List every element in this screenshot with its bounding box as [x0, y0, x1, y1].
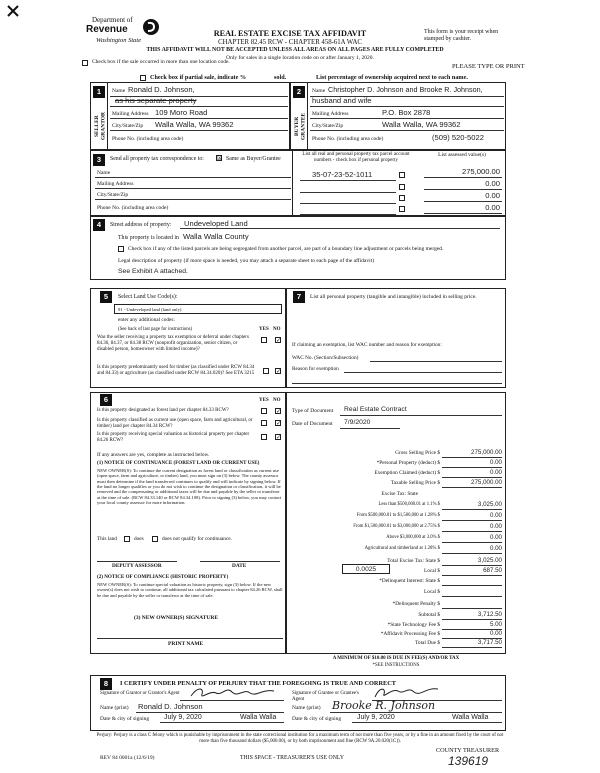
send-correspondence-label: Send all property tax correspondence to:: [110, 156, 204, 162]
section-1-number: 1: [93, 86, 105, 98]
sig-grantee-label: Signature of Grantee or Grantee's Agent: [292, 691, 359, 702]
does-checkbox[interactable]: [124, 536, 130, 542]
if-yes-label: If any answers are yes, complete as instructed below.: [97, 452, 210, 458]
more-locations-label: Check box if the sale occurred in more than one location code.: [92, 59, 230, 65]
treasurer-space: THIS SPACE - TREASURER'S USE ONLY: [240, 755, 345, 761]
form-title: REAL ESTATE EXCISE TAX AFFIDAVIT: [213, 29, 367, 38]
legal-desc-label: Legal description of property (if more space is needed, you may attach a separate sheet to each page of the affidavit): [118, 258, 374, 264]
tax-row-value[interactable]: 0.00: [489, 534, 502, 541]
corner-mark-icon: [6, 4, 20, 18]
seller-city-label: City/State/Zip: [112, 123, 144, 129]
tax-row-label: From $500,000.01 to $1,500,000 at 1.28% $: [356, 513, 440, 518]
notice2-title: (2) NOTICE OF COMPLIANCE (HISTORIC PROPERTY): [97, 574, 229, 580]
assessed-value[interactable]: 0.00: [485, 191, 500, 200]
same-as-buyer-checkbox[interactable]: ☒: [217, 155, 223, 162]
s5-yes-header: YES: [259, 327, 269, 332]
s5-q2-no[interactable]: ✓: [276, 368, 282, 375]
s5-no-header: NO: [273, 327, 281, 332]
segregated-label: Check box if any of the listed parcels are being segregated from another parcel, are part of a boundary line adjustment or parcels being merged.: [128, 246, 444, 252]
county-treasurer: COUNTY TREASURER: [436, 747, 500, 754]
s5-question-2: Is this property predominantly used for timber (as classified under RCW 84.34 and 84.33) or agriculture (as classified under RCW 84.34.020)? See ETA 3215: [97, 365, 255, 376]
land-use-select[interactable]: [114, 304, 282, 314]
tax-row-value[interactable]: 0.00: [489, 469, 502, 476]
print-name-label: PRINT NAME: [168, 641, 204, 647]
additional-codes-label: enter any additional codes:: [118, 317, 175, 323]
s6-no-header: NO: [273, 398, 281, 403]
notice1-title: (1) NOTICE OF CONTINUANCE (FOREST LAND OR CURRENT USE): [97, 460, 260, 466]
s6-q3-yes[interactable]: [261, 434, 267, 440]
wac-label: WAC No. (Section/Subsection): [292, 355, 359, 361]
buyer-name[interactable]: Christopher D. Johnson and Brooke R. Johnson,: [328, 85, 483, 94]
buyer-name-label: Name: [312, 88, 326, 94]
tax-row-value[interactable]: 0.00: [489, 512, 502, 519]
buyer-phone-label: Phone No. (including area code): [312, 136, 384, 142]
tax-row-value[interactable]: 3,025.00: [477, 557, 502, 564]
tax-row-label: *Delinquent Interest: State $: [379, 578, 440, 584]
notice2-body: NEW OWNER(S): To continue special valuation as historic property, sign (3) below. If the new owner(s) does not wish to continue, all additional tax calculated pursuant to chapter 84.26 RCW, shall be due and payable by the seller or transferor at the time of sale.: [97, 582, 283, 598]
dor-emblem-icon: [142, 18, 160, 36]
section-4-number: 4: [93, 219, 105, 231]
grantor-name-print[interactable]: Ronald D. Johnson: [138, 702, 203, 711]
does-not-label: does not qualify for continuance.: [162, 536, 232, 542]
tax-row-label: Exemption Claimed (deduct) $: [374, 470, 440, 476]
tax-row-value[interactable]: 5.00: [489, 621, 502, 628]
assessed-value[interactable]: 275,000.00: [461, 167, 500, 176]
assessed-value[interactable]: 0.00: [485, 179, 500, 188]
tax-row-value[interactable]: 275,000.00: [471, 479, 502, 486]
local-rate-input[interactable]: [342, 564, 390, 574]
more-locations-checkbox[interactable]: [82, 60, 88, 66]
grantor-date[interactable]: July 9, 2020: [164, 714, 202, 721]
sig-grantor-label: Signature of Grantor or Grantor's Agent: [100, 691, 180, 696]
seller-name-struck[interactable]: as his separate property: [115, 96, 197, 105]
s6-q2-yes[interactable]: [261, 420, 267, 426]
tax-row-label: Local $: [423, 589, 440, 595]
parcel-number[interactable]: 35-07-23-52-1011: [312, 170, 373, 179]
located-county[interactable]: Walla Walla County: [183, 232, 249, 241]
buyer-mailing[interactable]: P.O. Box 2878: [382, 108, 431, 117]
tax-row-label: Above $3,000,000 at 3.0% $: [386, 535, 440, 540]
s6-question-3: Is this property receiving special valuation as historical property per chapter 84.26 RCW?: [97, 432, 250, 443]
grantee-name-print[interactable]: Brooke R. Johnson: [332, 699, 436, 712]
s5-question-1: Was the seller receiving a property tax exemption or deferral under chapters 84.36, 84.37, or 84.38 RCW (nonprofit organization, senior citizen, or disabled person, homeowner with limited income)?: [97, 335, 249, 352]
see-instructions: *SEE INSTRUCTIONS: [372, 663, 420, 668]
notice1-body: NEW OWNER(S): To continue the current designation as forest land or classification as current use (open space, farm and agriculture, or timber) land, you must sign on (3) below. The county assessor must then determine if the land transferred continues to qualify and will indicate by signing below. If the land no longer qualifies or you do not wish to continue the designation or classification, it will be removed and the compensating or additional taxes will be due and payable by the seller or transferor at the time of sale. (RCW 84.33.140 or RCW 84.34.108). Prior to signing (3) below, you may contact your local county assessor for more information.: [97, 468, 282, 506]
see-exhibit[interactable]: See Exhibit A attached.: [118, 268, 188, 275]
s6-q2-no[interactable]: ✓: [276, 420, 282, 427]
see-back-label: (See back of last page for instructions): [118, 327, 193, 332]
form-subtitle: CHAPTER 82.45 RCW - CHAPTER 458-61A WAC: [218, 39, 362, 46]
s5-q1-yes[interactable]: [261, 337, 267, 343]
segregated-checkbox[interactable]: [118, 246, 124, 252]
grantor-name-label: Name (print): [100, 705, 129, 711]
tax-row-label: Total Due $: [415, 640, 440, 646]
section-6-number: 6: [100, 394, 112, 406]
grantor-city[interactable]: Walla Walla: [240, 714, 277, 721]
rev-number: REV 84 0001a (12/6/19): [100, 755, 155, 761]
personal-property-checkbox[interactable]: [399, 184, 405, 190]
same-as-buyer-label: Same as Buyer/Grantee: [226, 156, 281, 162]
grantee-date-label: Date & city of signing: [292, 716, 342, 722]
ownership-list-label: List percentage of ownership acquired next to each name.: [316, 74, 468, 81]
buyer-side-label: BUYER GRANTEE: [294, 112, 307, 140]
partial-sale-checkbox[interactable]: [140, 75, 146, 81]
assessed-header: List assessed value(s): [438, 152, 486, 158]
s6-q1-yes[interactable]: [261, 408, 267, 414]
tax-row-value[interactable]: 3,025.00: [477, 501, 502, 508]
seller-phone-label: Phone No. (including area code): [112, 136, 184, 142]
s5-q2-yes[interactable]: [263, 368, 269, 374]
corr-mailing-label: Mailing Address: [97, 181, 134, 187]
date-doc-label: Date of Document: [292, 421, 333, 427]
section-7-box: [286, 288, 506, 388]
buyer-city[interactable]: Walla Walla, WA 99362: [382, 120, 461, 129]
seller-name-label: Name: [112, 88, 126, 94]
tax-row-label: Excise Tax: State: [381, 491, 418, 497]
corr-city-label: City/State/Zip: [97, 192, 129, 198]
tax-row-label: Gross Selling Price $: [395, 450, 440, 456]
seller-mailing[interactable]: 109 Moro Road: [155, 108, 208, 117]
grantor-date-label: Date & city of signing: [100, 716, 150, 722]
type-doc[interactable]: Real Estate Contract: [344, 406, 407, 413]
local-value[interactable]: 687.50: [483, 567, 502, 574]
list-personal-label: List all personal property (tangible and intangible) included in selling price.: [310, 294, 477, 300]
dept-line2: Revenue: [86, 24, 128, 35]
tax-row-label: *Personal Property (deduct) $: [376, 460, 440, 466]
dor-logo: [50, 16, 160, 50]
corr-name-label: Name: [97, 170, 111, 176]
tax-row-value[interactable]: 3,717.50: [477, 639, 502, 646]
form-warning: THIS AFFIDAVIT WILL NOT BE ACCEPTED UNLESS ALL AREAS ON ALL PAGES ARE FULLY COMPLETED: [146, 47, 444, 53]
deputy-assessor-label: DEPUTY ASSESSOR: [112, 563, 162, 569]
parcel-header: List all real and personal property tax parcel account numbers - check box if personal property: [302, 151, 410, 163]
minimum-note: A MINIMUM OF $10.00 IS DUE IN FEE(S) AND/OR TAX: [332, 656, 460, 661]
partial-sale-label: Check box if partial sale, indicate %: [150, 74, 247, 81]
tax-row-value[interactable]: 3,712.50: [477, 611, 502, 618]
land-use-label: Select Land Use Code(s):: [118, 294, 178, 300]
tax-row-label: Total Excise Tax: State $: [387, 558, 440, 564]
personal-property-checkbox[interactable]: [399, 206, 405, 212]
date-doc[interactable]: 7/9/2020: [344, 419, 371, 426]
tax-row-label: *Delinquent Penalty $: [392, 601, 440, 607]
deputy-date-label: DATE: [232, 563, 247, 569]
tax-row-value[interactable]: 0.00: [489, 545, 502, 552]
local-rate: 0.0025: [355, 566, 377, 573]
buyer-city-label: City/State/Zip: [312, 123, 344, 129]
personal-property-checkbox[interactable]: [399, 172, 405, 178]
s5-q1-no[interactable]: ✓: [276, 337, 282, 344]
reason-label: Reason for exemption: [292, 366, 339, 372]
tax-row-value[interactable]: 0.00: [489, 523, 502, 530]
tax-row-label: *State Technology Fee $: [387, 622, 440, 628]
s6-yes-header: YES: [259, 398, 269, 403]
tax-row-label: From $1,500,000.01 to $3,000,000 at 2.75% $: [353, 524, 440, 529]
tax-row-label: Less than $500,000.01 at 1.1% $: [378, 502, 440, 507]
claiming-label: If claiming an exemption, list WAC number and reason for exemption:: [292, 342, 442, 348]
this-land-label: This land: [97, 536, 117, 542]
street-address[interactable]: Undeveloped Land: [184, 219, 248, 228]
seller-city[interactable]: Walla Walla, WA 99362: [155, 120, 234, 129]
s6-q3-no[interactable]: ✓: [276, 434, 282, 441]
s6-question-1: Is this property designated as forest land per chapter 84.33 RCW?: [97, 408, 229, 413]
notice3-title: (3) NEW OWNER(S) SIGNATURE: [134, 615, 218, 621]
tax-row-label: *Affidavit Processing Fee $: [380, 631, 440, 637]
section-2-number: 2: [293, 86, 305, 98]
seller-name[interactable]: Ronald D. Johnson,: [128, 85, 195, 94]
does-not-checkbox[interactable]: [152, 536, 158, 542]
perjury-note: Perjury: Perjury is a class C felony which is punishable by imprisonment in the state correctional institution for a maximum term of not more than five years, or by a fine in an amount fixed by the court of not more than five thousand dollars ($5,000.00), or by both imprisonment and fine (RCW 9A.20.020(1C)).: [96, 733, 504, 744]
local-label: Local $: [423, 568, 440, 574]
grantee-date[interactable]: July 9, 2020: [357, 714, 395, 721]
tax-row-label: Agricultural and timberland at 1.28% $: [364, 546, 440, 551]
s6-q1-no[interactable]: ✓: [276, 408, 282, 415]
grantee-name-label: Name (print): [292, 705, 321, 711]
type-doc-label: Type of Document: [292, 408, 334, 414]
dept-line1: Department of: [92, 16, 133, 24]
tax-row-value[interactable]: 0.00: [489, 459, 502, 466]
corr-phone-label: Phone No. (including area code): [97, 205, 169, 211]
tax-row-value[interactable]: 275,000.00: [471, 449, 502, 456]
seller-mailing-label: Mailing Address: [112, 111, 149, 117]
tax-row-label: Taxable Selling Price $: [390, 480, 440, 486]
section-5-number: 5: [100, 291, 112, 303]
located-label: This property is located in: [118, 235, 179, 241]
only-for-note: Only for sales in a single location code on or after January 1, 2020.: [226, 55, 374, 61]
street-label: Street address of property:: [110, 222, 172, 228]
dept-line3: Washington State: [96, 37, 142, 44]
s6-question-2: Is this property classified as current use (open space, farm and agricultural, or timber) land per chapter 84.34 RCW?: [97, 418, 253, 429]
personal-property-checkbox[interactable]: [399, 195, 405, 201]
tax-row-value[interactable]: 0.00: [489, 630, 502, 637]
sold-label: sold.: [274, 74, 287, 81]
section-8-number: 8: [100, 678, 112, 690]
assessed-value[interactable]: 0.00: [485, 203, 500, 212]
seller-side-label: SELLER GRANTOR: [94, 112, 107, 141]
buyer-name-2[interactable]: husband and wife: [312, 96, 372, 105]
type-or-print: PLEASE TYPE OR PRINT: [452, 63, 525, 70]
buyer-phone[interactable]: (509) 520-5022: [432, 133, 484, 142]
land-use-value: 91 - Undeveloped land (land only): [118, 307, 182, 312]
certify-statement: I CERTIFY UNDER PENALTY OF PERJURY THAT THE FOREGOING IS TRUE AND CORRECT: [120, 680, 396, 687]
does-label: does: [134, 536, 144, 542]
section-7-number: 7: [293, 291, 305, 303]
receipt-note: This form is your receipt when stamped by cashier.: [424, 29, 499, 42]
tax-row-label: Subtotal $: [418, 612, 440, 618]
section-3-number: 3: [93, 154, 105, 166]
grantee-city[interactable]: Walla Walla: [452, 714, 489, 721]
buyer-mailing-label: Mailing Address: [312, 111, 349, 117]
treasurer-stamp: 139619: [448, 754, 489, 768]
